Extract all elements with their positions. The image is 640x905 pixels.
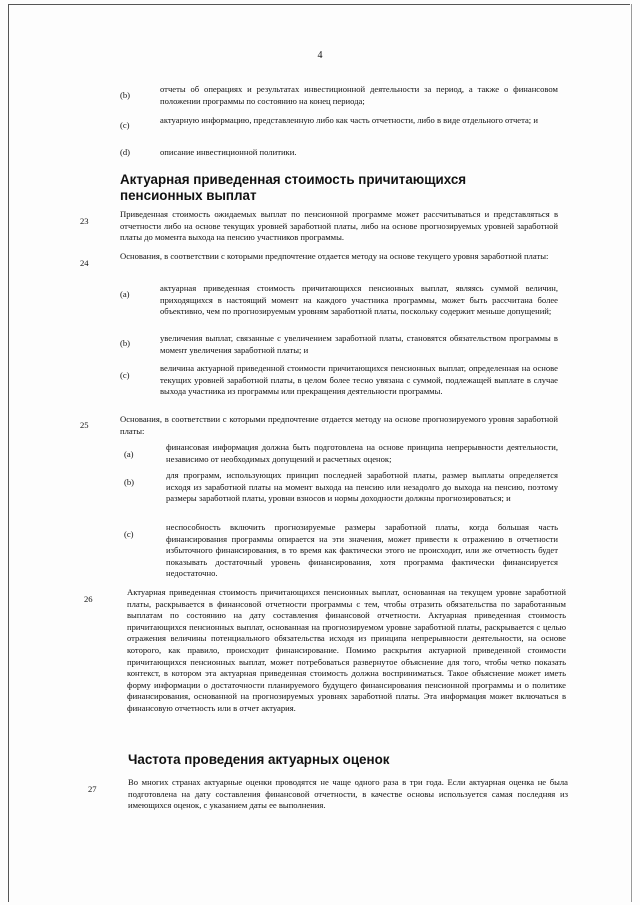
paragraph-25-intro: Основания, в соответствии с которыми предпочтение отдается методу на основе прогнозируемого уровня заработной платы: [120,414,558,436]
para25-label-c: (c) [124,529,134,539]
paragraph-number-24: 24 [80,258,89,268]
paragraph-27: Во многих странах актуарные оценки проводятся не чаще одного раза в три года. Если актуарная оценка не была подготовлена на дату составления финансовой отчетности, в качестве основы используется самая последняя из имеющихся оценок, с указанием даты ее выполнения. [128,777,568,811]
section-heading-valuation-frequency: Частота проведения актуарных оценок [128,752,390,767]
paragraph-number-27: 27 [88,784,97,794]
para25-label-a: (a) [124,449,134,459]
para24-label-c: (c) [120,370,130,380]
list-label-c: (c) [120,120,130,130]
scan-edge-left [8,4,9,902]
paragraph-26: Актуарная приведенная стоимость причитающихся пенсионных выплат, основанная на текущем уровне заработной платы, раскрывается в финансовой отчетности программы с тем, чтобы отразить обязательства по заработанным выплатам по состоянию на дату составления финансовой отчетности. Актуарная приведенная стоимость причитающихся пенсионных выплат, основанная на прогнозируемом уровне заработной платы, раскрывается с целью отражения величины потенциального обязательства исходя из принципа непрерывности деятельности, на основе которого, как правило, происходит финансирование. Помимо раскрытия актуарной приведенной стоимости причитающихся пенсионных выплат, может потребоваться развернутое объяснение для того, чтобы четко показать контекст, в котором эта актуарная приведенная стоимость должна восприниматься. Такое объяснение может иметь форму информации о достаточности планируемого будущего финансирования пенсионной программы и о политике финансирования, основанной на прогнозируемых уровнях заработной платы. Эта информация может включаться в финансовую отчетность или в отчет актуария. [127,587,566,713]
para25-item-a: финансовая информация должна быть подготовлена на основе принципа непрерывности деятельности, независимо от необходимых допущений и расчетных оценок; [166,442,558,464]
page-number: 4 [317,50,323,61]
para24-item-a: актуарная приведенная стоимость причитающихся пенсионных выплат, являясь суммой величин, приходящихся в настоящий момент на каждого участника программы, может быть рассчитана более объективно, чем по прогнозируемым уровням заработной платы, поскольку содержит меньше допущений; [160,283,558,317]
scan-edge-top [8,4,630,5]
para25-item-c: неспособность включить прогнозируемые размеры заработной платы, когда большая часть финансирования программы опирается на эти значения, может привести к отражению в отчетности избыточного финансирования, в то время как фактически этого не происходит, или же отчетность будет показывать достаточный уровень финансирования, хотя программа фактически финансируется недостаточно. [166,522,558,579]
paragraph-number-26: 26 [84,594,93,604]
list-label-d: (d) [120,147,131,157]
list-item-d: описание инвестиционной политики. [160,147,297,157]
paragraph-number-25: 25 [80,420,89,430]
para24-label-a: (a) [120,289,130,299]
paragraph-number-23: 23 [80,216,89,226]
list-label-b: (b) [120,90,131,100]
para24-label-b: (b) [120,338,131,348]
list-item-b: отчеты об операциях и результатах инвестиционной деятельности за период, а также о финансовом положении программы по состоянию на конец периода; [160,84,558,106]
paragraph-23: Приведенная стоимость ожидаемых выплат по пенсионной программе может рассчитываться и представляться в отчетности либо на основе текущих уровней заработной платы, либо на основе прогнозируемых уровней заработной платы до момента выхода на пенсию участников программы. [120,209,558,243]
paragraph-24-intro: Основания, в соответствии с которыми предпочтение отдается методу на основе текущего уровня заработной платы: [120,251,549,261]
para25-label-b: (b) [124,477,135,487]
para24-item-b: увеличения выплат, связанные с увеличением заработной платы, становятся обязательством программы в момент увеличения заработной платы; и [160,333,558,355]
scan-edge-right [631,4,632,902]
para24-item-c: величина актуарной приведенной стоимости причитающихся пенсионных выплат, определенная на основе текущих уровней заработной платы, в целом более тесно увязана с суммой, подлежащей выплате в случае выхода участника из программы или прекращения деятельности программы. [160,363,558,397]
list-item-c: актуарную информацию, представленную либо как часть отчетности, либо в виде отдельного отчета; и [160,115,538,125]
para25-item-b: для программ, использующих принцип последней заработной платы, размер выплаты определяется исходя из заработной платы на момент выхода на пенсию или незадолго до выхода на пенсию, поэтому размеры заработной платы, уровни взносов и нормы доходности должны прогнозироваться; и [166,470,558,504]
section-heading-actuarial-value: Актуарная приведенная стоимость причитающихся пенсионных выплат [120,172,467,203]
